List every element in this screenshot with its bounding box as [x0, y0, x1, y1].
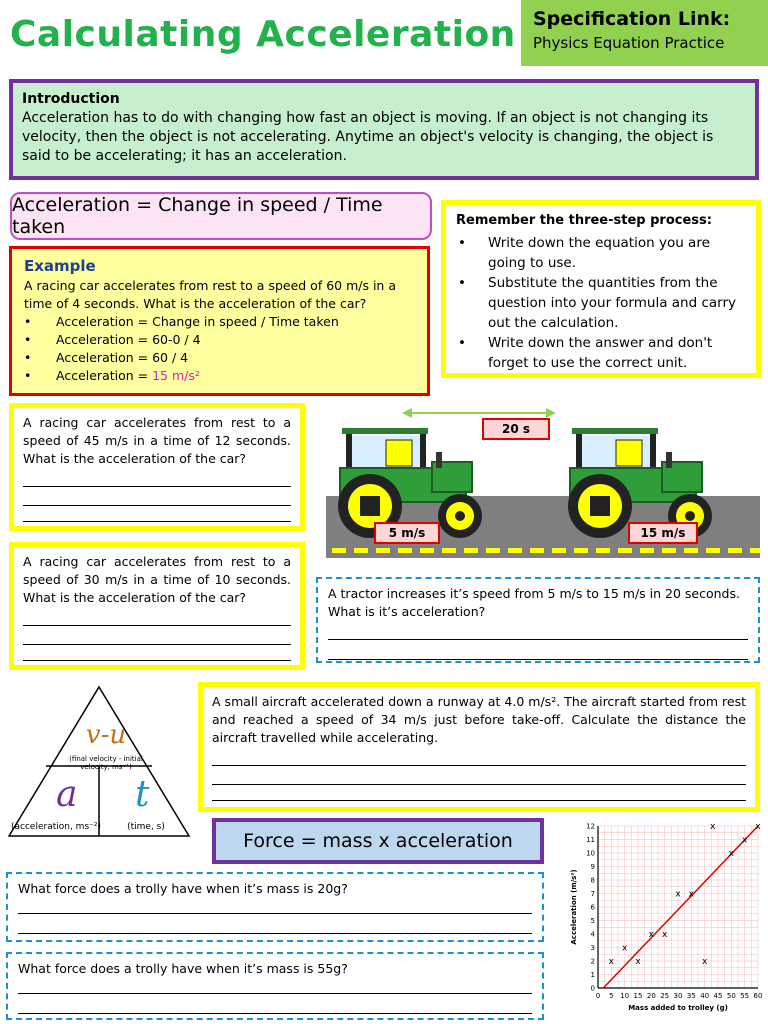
example-step: • Acceleration = 60-0 / 4	[24, 331, 415, 349]
triangle-right-caption: (time, s)	[127, 822, 165, 832]
x-tick-label: 20	[646, 992, 656, 1000]
data-point: x	[742, 835, 748, 846]
steps-list	[456, 233, 746, 373]
spec-subtitle: Physics Equation Practice	[533, 34, 725, 52]
data-point: x	[702, 957, 708, 967]
example-step: • Acceleration = Change in speed / Time taken	[24, 313, 415, 331]
x-tick-label: 55	[740, 992, 750, 1000]
specification-box	[521, 0, 768, 66]
y-tick-label: 7	[590, 890, 595, 898]
question-box-4	[198, 682, 760, 812]
question-2-text: A racing car accelerates from rest to a speed of 30 m/s in a time of 10 seconds. What is the acceleration of the car?	[23, 554, 291, 605]
x-tick-label: 25	[660, 992, 670, 1000]
example-answer-prefix: Acceleration =	[56, 368, 153, 383]
y-tick-label: 10	[586, 849, 595, 858]
question-1-text: A racing car accelerates from rest to a speed of 45 m/s in a time of 12 seconds. What is the acceleration of the car?	[23, 415, 291, 466]
example-heading: Example	[24, 257, 96, 275]
step-item: • Write down the answer and don't forget to use the correct unit.	[456, 333, 746, 373]
introduction-box	[9, 79, 759, 180]
answer-line[interactable]	[328, 640, 748, 660]
data-point: x	[710, 822, 716, 832]
y-tick-label: 12	[586, 822, 595, 831]
page-title: Calculating Acceleration	[10, 14, 516, 55]
example-steps	[24, 313, 415, 385]
data-point: x	[608, 957, 614, 967]
tractor-illustration	[324, 402, 762, 570]
example-step: • Acceleration = 60 / 4	[24, 349, 415, 367]
chart-svg	[560, 818, 768, 1024]
question-box-2	[9, 542, 305, 670]
data-point: x	[662, 930, 668, 940]
step-item: • Substitute the quantities from the question into your formula and carry out the calculation.	[456, 273, 746, 333]
answer-line[interactable]	[23, 607, 291, 626]
data-point: x	[648, 930, 654, 940]
data-point: x	[728, 849, 734, 859]
answer-line[interactable]	[23, 506, 291, 522]
three-step-process-box	[441, 200, 761, 378]
x-tick-label: 50	[726, 992, 736, 1000]
x-tick-label: 0	[595, 992, 601, 1000]
answer-line[interactable]	[18, 914, 532, 934]
x-tick-label: 45	[713, 992, 723, 1000]
triangle-right-symbol: t	[135, 774, 150, 815]
data-point: x	[635, 957, 641, 967]
time-label: 20 s	[482, 418, 550, 440]
y-tick-label: 1	[590, 971, 595, 979]
question-4-text: A small aircraft accelerated down a runway at 4.0 m/s². The aircraft started from rest and reached a speed of 34 m/s just before take-off. Calculate the distance the aircraft travelled while accelerating.	[212, 694, 746, 745]
answer-line[interactable]	[18, 898, 532, 914]
question-5-text: What force does a trolly have when it’s mass is 20g?	[18, 881, 348, 896]
answer-line[interactable]	[23, 468, 291, 487]
question-3-text: A tractor increases it’s speed from 5 m/s to 15 m/s in 20 seconds. What is it’s acceleration?	[328, 586, 740, 619]
x-tick-label: 5	[609, 992, 614, 1000]
question-box-1	[9, 403, 305, 531]
intro-text: Acceleration has to do with changing how fast an object is moving. If an object is not changing its velocity, then the object is not accelerating. Anytime an object's velocity is changing, the object is said to be accelerating; it has an acceleration.	[22, 110, 714, 164]
example-step	[24, 367, 415, 385]
y-tick-label: 5	[590, 917, 595, 925]
y-tick-label: 8	[590, 876, 595, 885]
x-tick-label: 35	[686, 992, 696, 1000]
answer-line[interactable]	[23, 645, 291, 661]
question-box-5	[6, 872, 544, 942]
y-tick-label: 2	[590, 957, 595, 966]
speed-label-end: 15 m/s	[628, 522, 698, 544]
y-tick-label: 11	[586, 836, 595, 844]
y-tick-label: 4	[590, 930, 595, 939]
y-tick-label: 0	[590, 984, 595, 993]
x-axis-label: Mass added to trolley (g)	[628, 1004, 728, 1012]
y-tick-label: 3	[590, 944, 595, 952]
triangle-left-caption: (acceleration, ms⁻²)	[11, 822, 101, 832]
equation-triangle	[6, 684, 192, 840]
step-item: • Write down the equation you are going to use.	[456, 233, 746, 273]
example-answer: 15 m/s²	[152, 368, 200, 383]
data-point: x	[675, 889, 681, 900]
answer-line[interactable]	[23, 626, 291, 645]
data-point: x	[688, 889, 694, 900]
force-equation: Force = mass x acceleration	[212, 818, 544, 864]
intro-heading: Introduction	[22, 91, 120, 107]
triangle-left-symbol: a	[56, 774, 78, 815]
y-tick-label: 9	[590, 863, 595, 871]
x-tick-label: 10	[620, 992, 630, 1000]
x-tick-label: 30	[673, 992, 683, 1000]
answer-line[interactable]	[18, 978, 532, 994]
answer-line[interactable]	[23, 487, 291, 506]
example-box	[9, 246, 430, 396]
distance-arrow	[402, 408, 556, 418]
data-point: x	[755, 822, 761, 832]
example-text: A racing car accelerates from rest to a speed of 60 m/s in a time of 4 seconds. What is the acceleration of the car?	[24, 278, 396, 311]
y-tick-label: 6	[590, 903, 595, 912]
steps-heading: Remember the three-step process:	[456, 213, 712, 228]
y-axis-label: Acceleration (m/s²)	[570, 869, 578, 945]
answer-line[interactable]	[212, 747, 746, 766]
acceleration-mass-chart	[560, 818, 768, 1024]
speed-label-start: 5 m/s	[374, 522, 440, 544]
answer-line[interactable]	[212, 785, 746, 801]
x-tick-label: 60	[753, 992, 763, 1000]
x-tick-label: 15	[633, 992, 643, 1000]
answer-line[interactable]	[328, 621, 748, 640]
triangle-top-symbol: v-u	[85, 720, 127, 750]
answer-line[interactable]	[212, 766, 746, 785]
x-tick-label: 40	[700, 992, 710, 1000]
question-box-3	[316, 577, 760, 663]
triangle-top-caption: (final velocity - initial velocity, ms⁻¹)	[69, 755, 143, 771]
spec-heading: Specification Link:	[533, 8, 731, 30]
question-box-6	[6, 952, 544, 1020]
acceleration-equation: Acceleration = Change in speed / Time taken	[10, 192, 432, 240]
answer-line[interactable]	[18, 994, 532, 1014]
data-point: x	[622, 943, 628, 954]
question-6-text: What force does a trolly have when it’s mass is 55g?	[18, 961, 348, 976]
